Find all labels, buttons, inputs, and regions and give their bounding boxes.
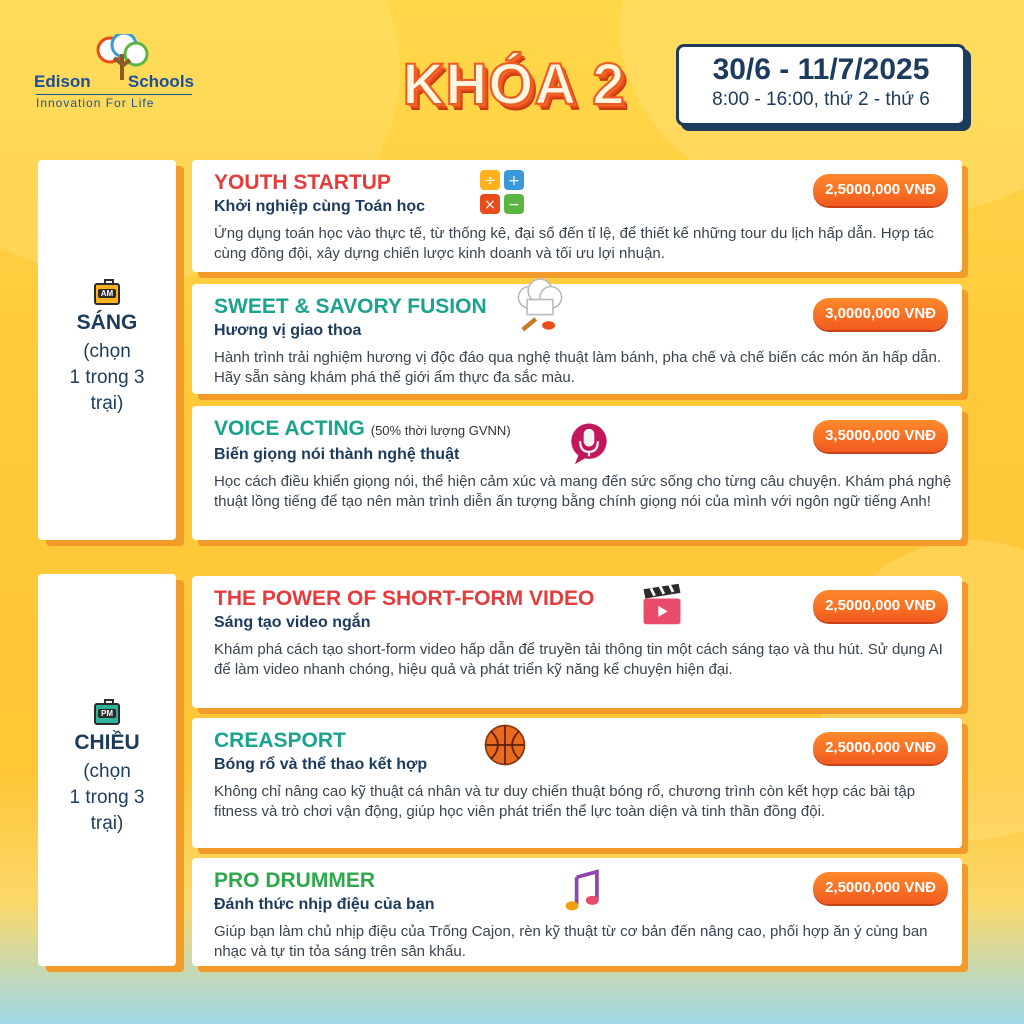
session-badge-text: AM [98, 289, 116, 298]
svg-text:−: − [508, 197, 520, 213]
clock-sign-icon [94, 283, 120, 305]
schedule-box [676, 44, 966, 126]
course-description: Không chỉ nâng cao kỹ thuật cá nhân và tư duy chiến thuật bóng rổ, chương trình còn kết hợp các bài tập fitness và trò chơi vận động, giúp học viên phát triển thể lực toàn diện và tinh thần đồng đội. [214, 783, 916, 820]
course-title: CREASPORT [214, 729, 346, 752]
course-card-sweet-savory [192, 284, 962, 394]
basketball-icon [482, 722, 528, 768]
course-title: PRO DRUMMER [214, 869, 375, 892]
svg-text:÷: ÷ [484, 173, 496, 189]
course-card-creasport [192, 718, 962, 848]
session-badge-text: PM [98, 709, 116, 718]
course-description: Giúp bạn làm chủ nhịp điệu của Trống Cajon, rèn kỹ thuật từ cơ bản đến nâng cao, phối hợp ăn ý cùng ban nhạc và tự tin tỏa sáng trên sân khấu. [214, 923, 928, 960]
svg-text:×: × [484, 197, 496, 213]
course-subtitle: Hương vị giao thoa [214, 322, 362, 339]
course-subtitle: Sáng tạo video ngắn [214, 614, 371, 631]
microphone-icon [566, 420, 612, 466]
edison-schools-logo [30, 34, 200, 114]
clapperboard-icon [638, 580, 686, 628]
chef-hat-icon [512, 278, 568, 334]
session-name: CHIỀU [74, 731, 140, 754]
course-description: Học cách điều khiển giọng nói, thể hiện cảm xúc và mang đến sức sống cho từng câu chuyện. Khám phá nghệ thuật lồng tiếng để tạo nên màn trình diễn ấn tượng bằng chính giọng nói của mình với ngôn ngữ tiếng Anh! [214, 473, 952, 510]
course-title: SWEET & SAVORY FUSION [214, 295, 487, 318]
session-afternoon [38, 574, 176, 966]
course-title: VOICE ACTING (50% thời lượng GVNN) [214, 417, 511, 440]
course-description: Ứng dụng toán học vào thực tế, từ thống kê, đại số đến tỉ lệ, để thiết kế những tour du lịch hấp dẫn. Hợp tác cùng đồng đội, xây dựng chiến lược kinh doanh và tối ưu lợi nhuận. [214, 225, 934, 262]
course-description: Hành trình trải nghiệm hương vị độc đáo qua nghệ thuật làm bánh, pha chế và chế biến các món ăn hấp dẫn. Hãy sẵn sàng khám phá thế giới ẩm thực đa sắc màu. [214, 349, 942, 386]
svg-text:+: + [508, 173, 520, 189]
schedule-dates: 30/6 - 11/7/2025 [712, 53, 930, 86]
session-morning [38, 160, 176, 540]
course-price: 2,5000,000 VNĐ [813, 590, 948, 622]
brand-name-right: Schools [127, 72, 194, 91]
course-subtitle: Biến giọng nói thành nghệ thuật [214, 446, 460, 463]
session-name: SÁNG [76, 311, 138, 334]
course-card-pro-drummer [192, 858, 962, 966]
clock-sign-icon [94, 703, 120, 725]
math-operators-icon [476, 166, 528, 218]
course-price: 2,5000,000 VNĐ [813, 732, 948, 764]
course-price: 2,5000,000 VNĐ [813, 872, 948, 904]
course-card-youth-startup [192, 160, 962, 272]
course-title: YOUTH STARTUP [214, 171, 391, 194]
course-title: THE POWER OF SHORT-FORM VIDEO [214, 587, 595, 610]
brand-name-left: Edison [34, 72, 91, 91]
page-title: KHÓA 2 [402, 52, 626, 117]
brand-tagline: Innovation For Life [36, 94, 192, 110]
course-subtitle: Bóng rổ và thể thao kết hợp [214, 756, 428, 773]
course-subtitle: Đánh thức nhịp điệu của bạn [214, 896, 435, 913]
schedule-hours: 8:00 - 16:00, thứ 2 - thứ 6 [712, 89, 930, 110]
course-subtitle: Khởi nghiệp cùng Toán học [214, 198, 426, 215]
course-note: (50% thời lượng GVNN) [370, 423, 511, 438]
brand-name [34, 72, 194, 92]
session-instruction: (chọn 1 trong 3 trại) [69, 761, 145, 834]
course-price: 2,5000,000 VNĐ [813, 174, 948, 206]
music-notes-icon [560, 868, 608, 916]
course-price: 3,5000,000 VNĐ [813, 420, 948, 452]
course-price: 3,0000,000 VNĐ [813, 298, 948, 330]
course-description: Khám phá cách tạo short-form video hấp dẫn để truyền tải thông tin một cách sáng tạo và thu hút. Sử dụng AI để làm video nhanh chóng, hiệu quả và phát triển kỹ năng kể chuyện hiện đại. [214, 641, 943, 678]
session-instruction: (chọn 1 trong 3 trại) [69, 341, 145, 414]
course-card-short-form-video [192, 576, 962, 708]
course-card-voice-acting [192, 406, 962, 540]
